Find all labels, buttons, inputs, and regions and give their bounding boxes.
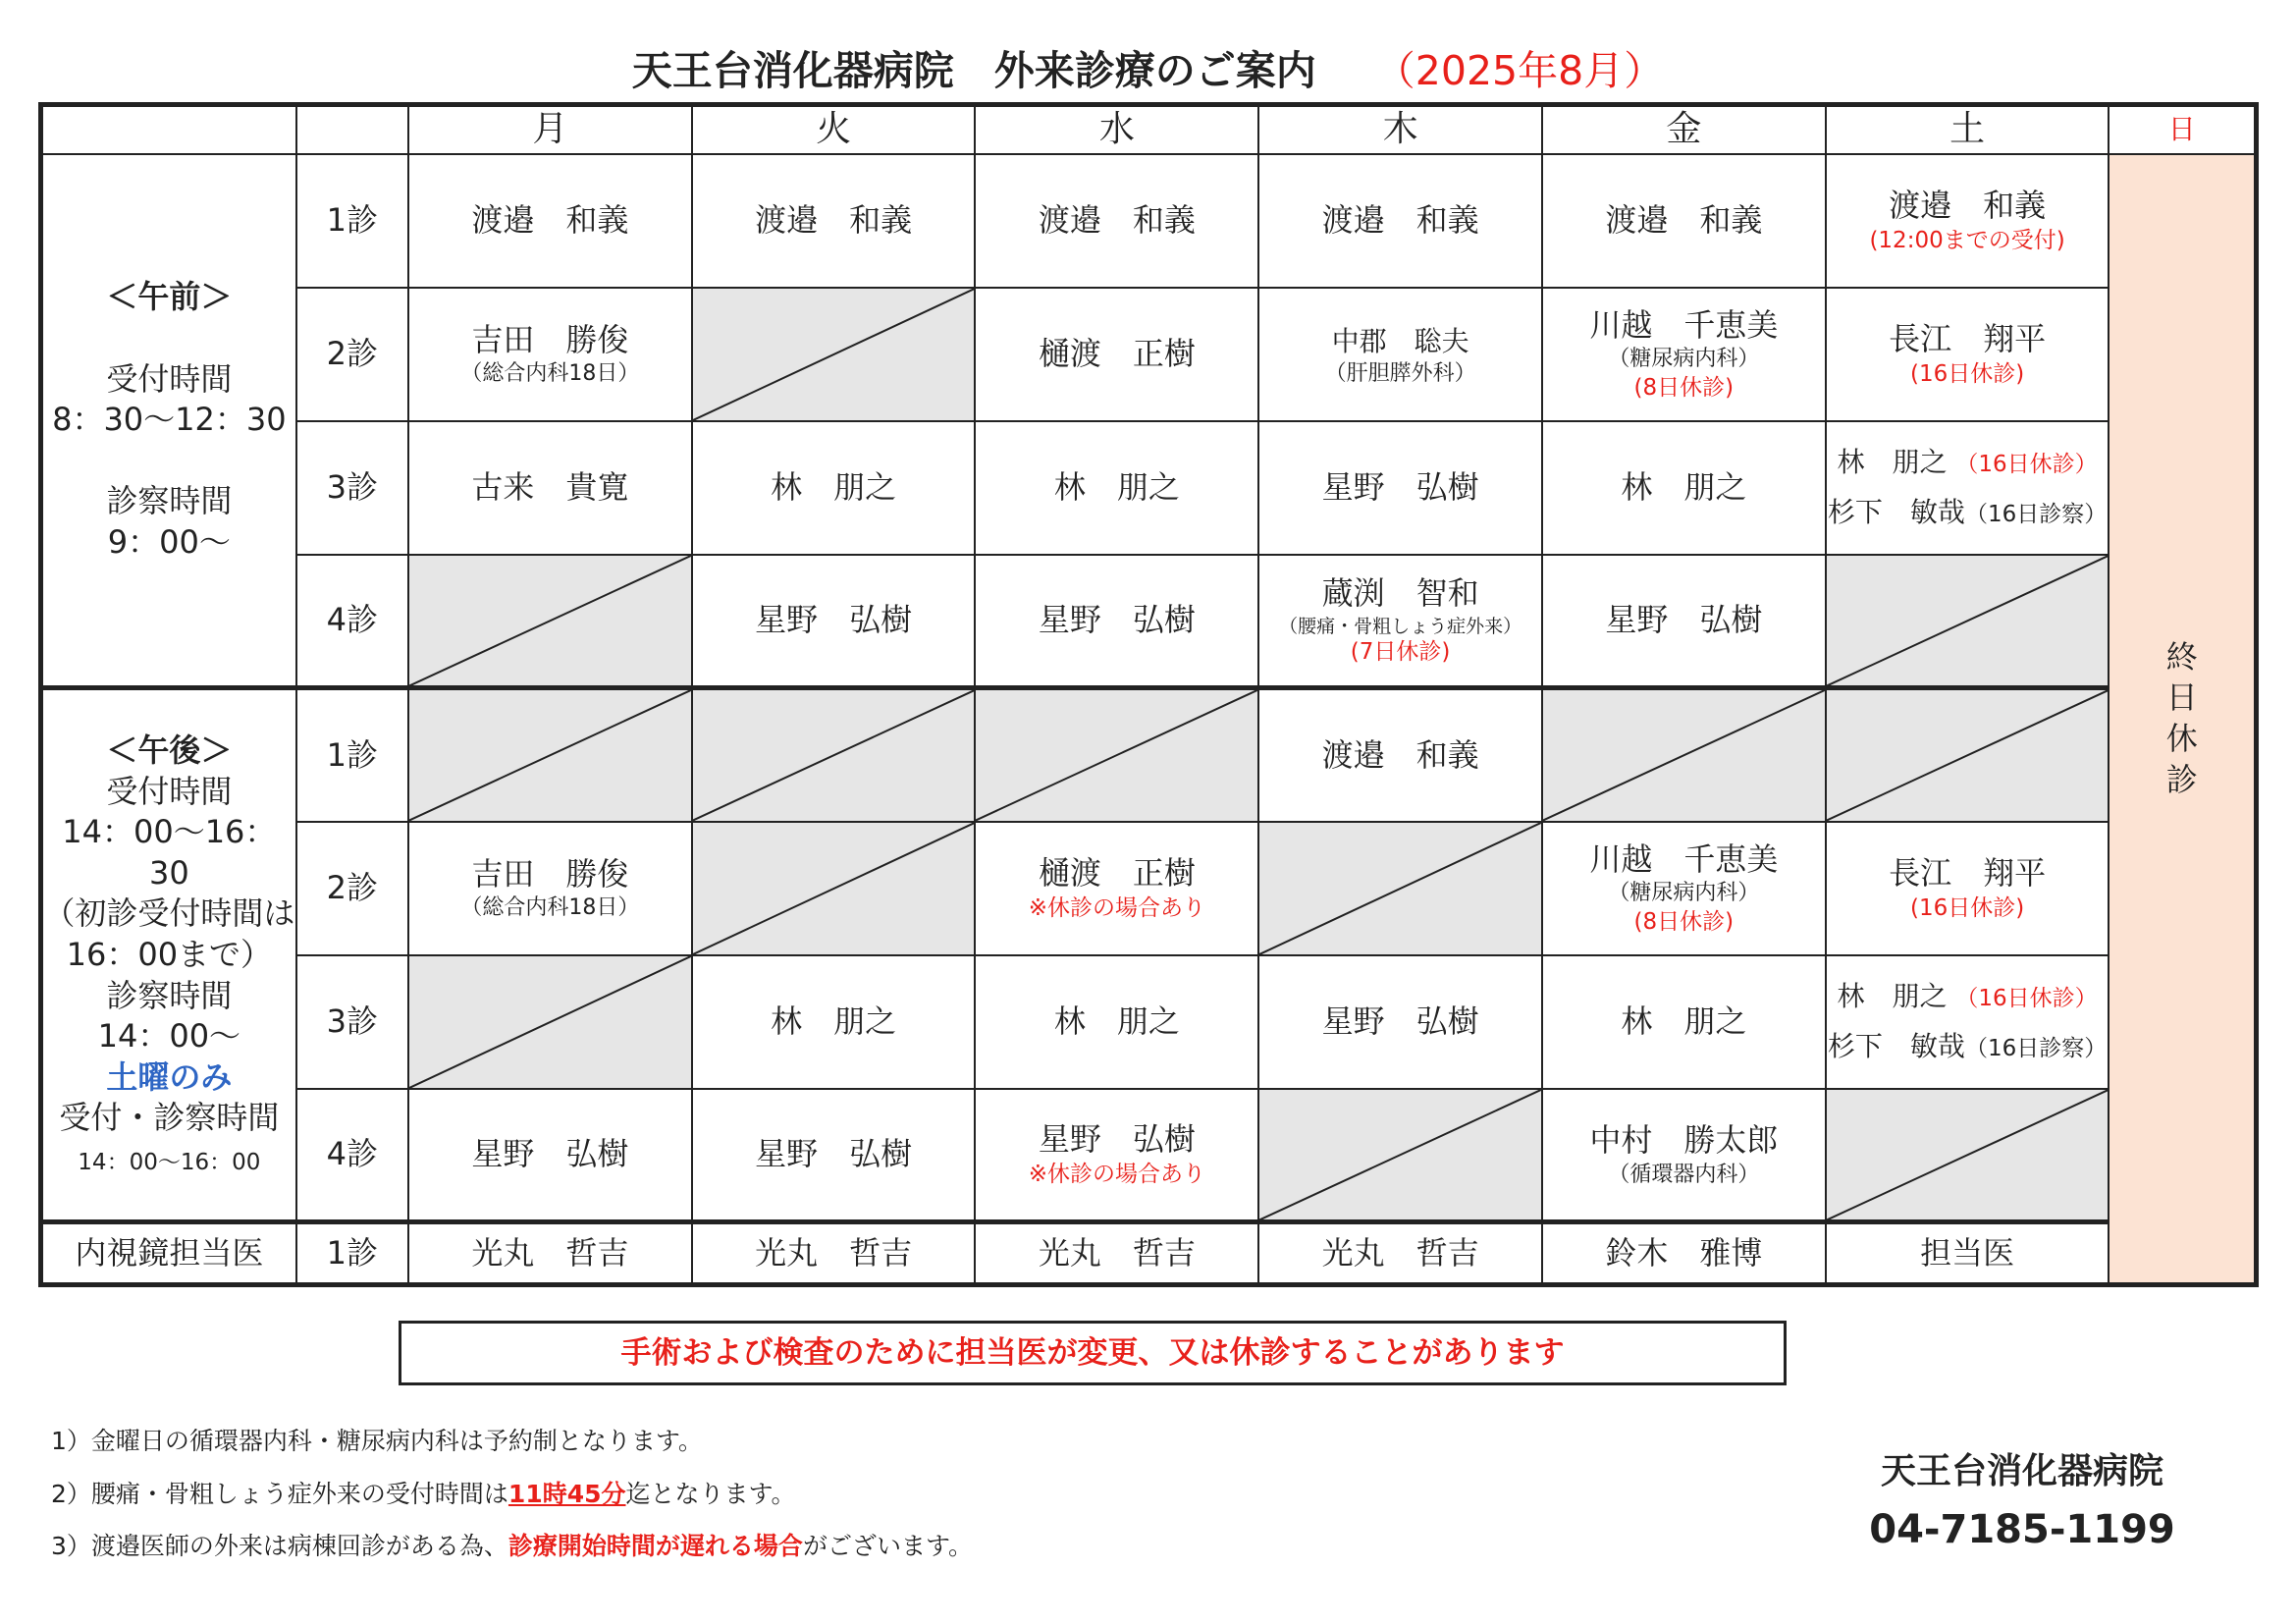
cell-am4-tue: 星野 弘樹 [692, 555, 976, 688]
doctor-name: 吉田 勝俊 [471, 854, 629, 893]
diagonal-slash-icon [693, 690, 975, 821]
cell-pm2-wed [975, 822, 1258, 955]
cell-note: (12:00までの受付) [1869, 227, 2065, 253]
cell-pm3-wed: 林 朋之 [975, 955, 1258, 1089]
note-1: 1）金曜日の循環器内科・糖尿病内科は予約制となります。 [51, 1427, 703, 1455]
am-row-3 [41, 421, 2257, 555]
cell-am2-fri [1542, 288, 1826, 421]
cell-endo-sat: 担当医 [1826, 1222, 2109, 1285]
cell-pm3-tue: 林 朋之 [692, 955, 976, 1089]
cell-endo-tue: 光丸 哲吉 [692, 1222, 976, 1285]
doctor-name: 杉下 敏哉 [1827, 495, 1965, 528]
diagonal-slash-icon [1827, 556, 2109, 686]
cell-am4-wed: 星野 弘樹 [975, 555, 1258, 688]
note-text: 2）腰痛・骨粗しょう症外来の受付時間は [51, 1480, 508, 1508]
doctor-name: 林 朋之 [1837, 980, 1948, 1013]
sunday-char: 日 [2165, 678, 2198, 717]
cell-sub: （総合内科18日） [460, 895, 640, 921]
cell-note: （16日診察） [1964, 1035, 2108, 1061]
cell-am3-thu: 星野 弘樹 [1258, 421, 1542, 555]
day-sun: 日 [2109, 105, 2256, 154]
am-period-label [41, 154, 296, 688]
cell-closed [1258, 1089, 1542, 1222]
cell-closed [1258, 822, 1542, 955]
doctor-name: 川越 千恵美 [1589, 839, 1779, 878]
doctor-name: 長江 翔平 [1889, 854, 2047, 893]
am-exam-time: 9：00～ [107, 523, 231, 562]
cell-note: (8日休診) [1633, 908, 1735, 935]
doctor-name: 林 朋之 [1837, 446, 1948, 479]
cell-pm4-tue: 星野 弘樹 [692, 1089, 976, 1222]
pm-exam-time: 14：00～ [97, 1017, 241, 1056]
note-text: がございます。 [802, 1532, 973, 1560]
doctor-name: 中郡 聡夫 [1331, 324, 1469, 357]
notice-box: 手術および検査のために担当医が変更、又は休診することがあります [399, 1321, 1787, 1385]
endo-row [41, 1222, 2257, 1285]
am-exam-label: 診察時間 [106, 482, 233, 520]
cell-note: （16日診察） [1964, 501, 2108, 527]
pm-period-label [41, 688, 296, 1222]
cell-am2-thu [1258, 288, 1542, 421]
endo-label: 内視鏡担当医 [41, 1222, 296, 1285]
slot-label: 2診 [296, 822, 408, 955]
doctor-name: 杉下 敏哉 [1827, 1029, 1965, 1062]
cell-note: (7日休診) [1350, 639, 1451, 666]
note-3 [51, 1527, 973, 1562]
pm-row-3 [41, 955, 2257, 1089]
pm-sat-label: 受付・診察時間 [59, 1099, 280, 1137]
pm-label: ＜午後＞ [106, 731, 233, 770]
sunday-closed [2109, 154, 2256, 1285]
cell-endo-mon: 光丸 哲吉 [408, 1222, 692, 1285]
cell-pm2-sat [1826, 822, 2109, 955]
doctor-name: 川越 千恵美 [1589, 305, 1779, 344]
note-highlight: 11時45分 [507, 1480, 626, 1508]
cell-note: (16日休診) [1909, 894, 2025, 921]
am-row-2 [41, 288, 2257, 421]
page-title [0, 41, 2296, 100]
pm-exam-label: 診察時間 [106, 976, 233, 1014]
cell-note: （16日休診） [1955, 986, 2098, 1012]
cell-am1-sat [1826, 154, 2109, 288]
cell-pm2-fri [1542, 822, 1826, 955]
title-year: （2025年8月） [1374, 47, 1665, 94]
diagonal-slash-icon [693, 289, 975, 420]
diagonal-slash-icon [409, 556, 691, 686]
note-text: 迄となります。 [625, 1480, 796, 1508]
doctor-name: 樋渡 正樹 [1038, 854, 1196, 893]
pm-row-2 [41, 822, 2257, 955]
cell-am3-fri: 林 朋之 [1542, 421, 1826, 555]
cell-am3-tue: 林 朋之 [692, 421, 976, 555]
diagonal-slash-icon [976, 690, 1257, 821]
cell-am2-mon [408, 288, 692, 421]
cell-closed [1542, 688, 1826, 822]
hospital-phone: 04-7185-1199 [1869, 1507, 2175, 1552]
slot-label: 2診 [296, 288, 408, 421]
pm-first-visit: （初診受付時間は [43, 894, 295, 933]
title-text: 天王台消化器病院 外来診療のご案内 [631, 47, 1316, 94]
cell-closed [1826, 1089, 2109, 1222]
cell-pm3-thu: 星野 弘樹 [1258, 955, 1542, 1089]
cell-note: ※休診の場合あり [1028, 1161, 1205, 1187]
cell-sub: （糖尿病内科） [1608, 881, 1760, 906]
cell-closed [975, 688, 1258, 822]
cell-closed [408, 688, 692, 822]
cell-pm1-thu: 渡邉 和義 [1258, 688, 1542, 822]
cell-note: （16日休診） [1955, 452, 2098, 478]
pm-sat-only: 土曜のみ [106, 1057, 233, 1096]
diagonal-slash-icon [693, 823, 975, 954]
cell-pm2-mon [408, 822, 692, 955]
cell-am4-thu [1258, 555, 1542, 688]
cell-sub: （循環器内科） [1608, 1162, 1760, 1187]
cell-sub: （糖尿病内科） [1608, 347, 1760, 372]
note-highlight: 診療開始時間が遅れる場合 [507, 1532, 803, 1560]
cell-sub: （肝胆膵外科） [1324, 361, 1476, 387]
day-wed: 水 [975, 105, 1258, 154]
am-row-4 [41, 555, 2257, 688]
cell-am1-thu: 渡邉 和義 [1258, 154, 1542, 288]
diagonal-slash-icon [1827, 690, 2109, 821]
slot-label: 4診 [296, 555, 408, 688]
sunday-char: 診 [2165, 760, 2198, 798]
doctor-name: 中村 勝太郎 [1589, 1120, 1779, 1159]
note-text: 3）渡邉医師の外来は病棟回診がある為、 [51, 1532, 508, 1560]
cell-closed [692, 822, 976, 955]
cell-closed [1826, 555, 2109, 688]
cell-pm3-sat [1826, 955, 2109, 1089]
slot-label: 1診 [296, 688, 408, 822]
cell-sub: （総合内科18日） [460, 361, 640, 387]
day-tue: 火 [692, 105, 976, 154]
cell-note: (16日休診) [1909, 360, 2025, 387]
cell-note: ※休診の場合あり [1028, 894, 1205, 921]
cell-am1-mon: 渡邉 和義 [408, 154, 692, 288]
header-blank [41, 105, 296, 154]
sunday-char: 休 [2165, 720, 2198, 758]
cell-note: (8日休診) [1633, 374, 1735, 401]
day-mon: 月 [408, 105, 692, 154]
pm-reception-label: 受付時間 [106, 772, 233, 810]
am-reception-time: 8：30～12：30 [52, 401, 287, 439]
doctor-name: 蔵渕 智和 [1321, 573, 1479, 612]
cell-am4-fri: 星野 弘樹 [1542, 555, 1826, 688]
doctor-name: 渡邉 和義 [1889, 187, 2047, 225]
header-row [41, 105, 2257, 154]
day-thu: 木 [1258, 105, 1542, 154]
cell-am3-wed: 林 朋之 [975, 421, 1258, 555]
diagonal-slash-icon [409, 956, 691, 1088]
day-fri: 金 [1542, 105, 1826, 154]
slot-label: 3診 [296, 421, 408, 555]
sunday-char: 終 [2165, 637, 2198, 676]
hospital-name: 天王台消化器病院 [1880, 1451, 2163, 1491]
pm-first-visit: 16：00まで） [66, 936, 273, 973]
slot-label: 1診 [296, 1222, 408, 1285]
cell-closed [692, 688, 976, 822]
doctor-name: 吉田 勝俊 [471, 320, 629, 358]
am-reception-label: 受付時間 [106, 359, 233, 398]
cell-endo-fri: 鈴木 雅博 [1542, 1222, 1826, 1285]
cell-pm4-mon: 星野 弘樹 [408, 1089, 692, 1222]
cell-pm3-fri: 林 朋之 [1542, 955, 1826, 1089]
schedule-table [38, 102, 2259, 1287]
cell-am3-sat [1826, 421, 2109, 555]
diagonal-slash-icon [1259, 1090, 1541, 1220]
cell-pm4-wed [975, 1089, 1258, 1222]
pm-reception-time: 14：00～16：30 [62, 813, 277, 892]
note-2 [51, 1475, 796, 1510]
diagonal-slash-icon [409, 690, 691, 821]
slot-label: 3診 [296, 955, 408, 1089]
cell-endo-wed: 光丸 哲吉 [975, 1222, 1258, 1285]
cell-am3-mon: 古来 貴寛 [408, 421, 692, 555]
cell-am2-wed: 樋渡 正樹 [975, 288, 1258, 421]
cell-closed [692, 288, 976, 421]
header-blank-slot [296, 105, 408, 154]
slot-label: 1診 [296, 154, 408, 288]
cell-pm4-fri [1542, 1089, 1826, 1222]
pm-row-1 [41, 688, 2257, 822]
cell-closed [408, 555, 692, 688]
am-row-1 [41, 154, 2257, 288]
cell-closed [408, 955, 692, 1089]
am-label: ＜午前＞ [106, 278, 233, 316]
doctor-name: 星野 弘樹 [1038, 1120, 1196, 1159]
cell-endo-thu: 光丸 哲吉 [1258, 1222, 1542, 1285]
doctor-name: 長江 翔平 [1889, 320, 2047, 358]
day-sat: 土 [1826, 105, 2109, 154]
pm-sat-time: 14：00～16：00 [78, 1149, 261, 1175]
diagonal-slash-icon [1259, 823, 1541, 954]
cell-sub: （腰痛・骨粗しょう症外来） [1279, 615, 1522, 637]
cell-am1-tue: 渡邉 和義 [692, 154, 976, 288]
cell-am1-wed: 渡邉 和義 [975, 154, 1258, 288]
cell-am2-sat [1826, 288, 2109, 421]
cell-am1-fri: 渡邉 和義 [1542, 154, 1826, 288]
slot-label: 4診 [296, 1089, 408, 1222]
pm-row-4 [41, 1089, 2257, 1222]
cell-closed [1826, 688, 2109, 822]
diagonal-slash-icon [1543, 690, 1825, 821]
diagonal-slash-icon [1827, 1090, 2109, 1220]
